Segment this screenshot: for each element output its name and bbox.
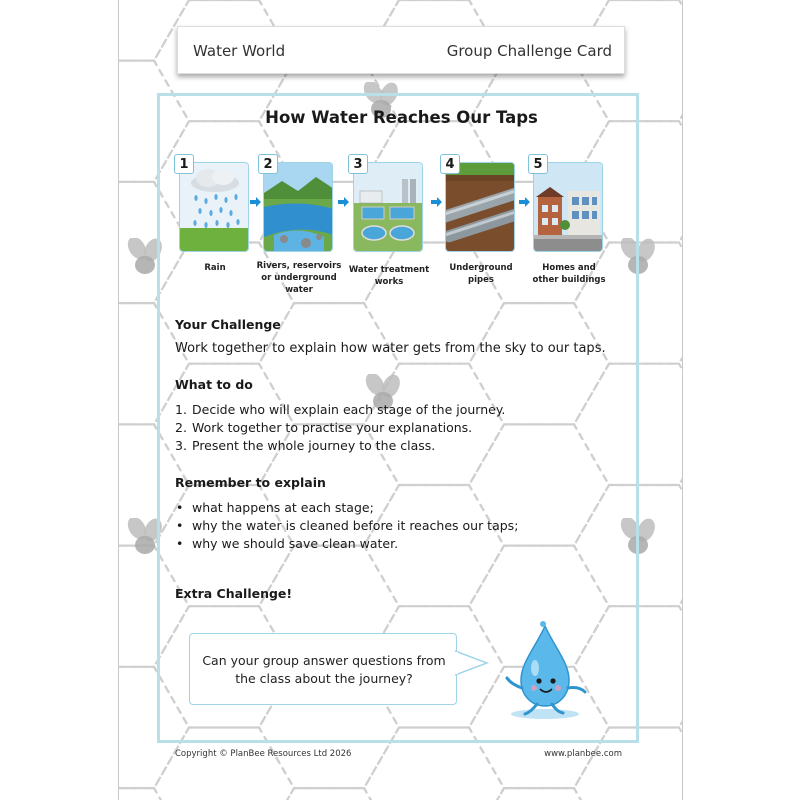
what-to-do-heading: What to do [175, 377, 253, 392]
header-banner [177, 26, 625, 74]
list-item: 2. Work together to practise your explanations. [175, 420, 473, 435]
buildings-image [533, 162, 603, 252]
arrow-right-icon [431, 196, 443, 208]
step-number: 3 [348, 154, 368, 174]
rain-cloud-image [179, 162, 249, 252]
challenge-text: Work together to explain how water gets from the sky to our taps. [175, 341, 606, 356]
step-caption: Water treatment works [348, 265, 430, 287]
river-image [263, 162, 333, 252]
step-number: 2 [258, 154, 278, 174]
step-caption: Underground pipes [449, 263, 513, 285]
speech-bubble-tail [455, 649, 489, 677]
bubble-text: Can your group answer questions from the class about the journey? [202, 653, 446, 686]
list-item: • why the water is cleaned before it reaches our taps; [175, 517, 518, 535]
treatment-works-image [353, 162, 423, 252]
step-number: 4 [440, 154, 460, 174]
list-item: 1. Decide who will explain each stage of the journey. [175, 402, 506, 417]
copyright-text: Copyright © PlanBee Resources Ltd 2026 [175, 749, 352, 759]
water-droplet-mascot-icon [497, 618, 597, 723]
website-link[interactable]: www.planbee.com [544, 749, 622, 759]
extra-challenge-heading: Extra Challenge! [175, 586, 293, 601]
step-caption: Rain [204, 263, 226, 273]
challenge-heading: Your Challenge [175, 317, 281, 332]
list-item: • what happens at each stage; [175, 499, 518, 517]
step-number: 1 [174, 154, 194, 174]
worksheet-page [118, 0, 683, 800]
remember-heading: Remember to explain [175, 475, 326, 490]
step-number: 5 [528, 154, 548, 174]
step-caption: Homes and other buildings [532, 263, 606, 285]
topic-title: Water World [193, 42, 286, 60]
list-item: 3. Present the whole journey to the class. [175, 438, 436, 453]
step-caption: Rivers, reservoirs or underground water [256, 261, 342, 295]
arrow-right-icon [250, 196, 262, 208]
remember-list [175, 499, 518, 553]
list-item: • why we should save clean water. [175, 535, 518, 553]
pipes-image [445, 162, 515, 252]
page-title: How Water Reaches Our Taps [265, 108, 538, 127]
arrow-right-icon [519, 196, 531, 208]
card-type-label: Group Challenge Card [446, 42, 612, 60]
arrow-right-icon [338, 196, 350, 208]
speech-bubble [189, 633, 457, 705]
what-to-do-list [175, 401, 505, 455]
